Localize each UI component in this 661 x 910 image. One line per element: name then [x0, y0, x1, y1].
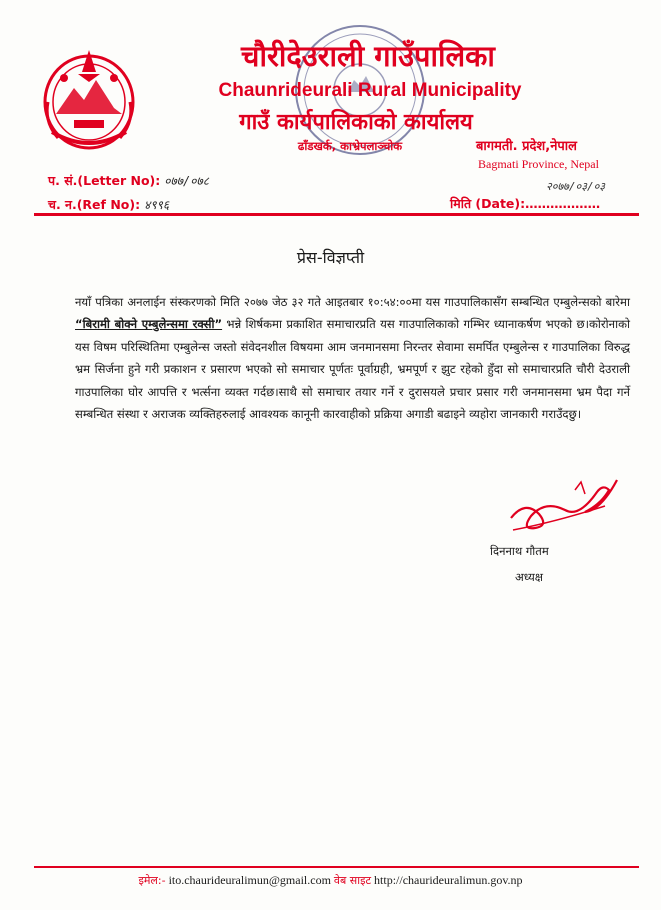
- reference-number-value: ४९९६: [144, 198, 170, 212]
- news-headline-quote: “बिरामी बोक्ने एम्बुलेन्समा रक्सी”: [75, 317, 223, 332]
- handwritten-date: २०७७/०३/०३: [546, 180, 606, 193]
- signatory-name: दिननाथ गौतम: [490, 544, 549, 558]
- notice-body-part2: भन्ने शिर्षकमा प्रकाशित समाचारप्रति यस गाउपालिकाको गम्भिर ध्यानाकर्षण भएको छ।कोरोनाको यस विषम परिस्थितिमा एम्बुलेन्स जस्तो संवेदनशील विषयमा आम जनमानसमा निरन्तर सेवामा समर्पित एम्बुलेन्स र गाउपालिका विरुद्ध भ्रम सिर्जना हुने गरी प्रकाशन र प्रसारण भएको सो समाचार पूर्णतः पूर्वाग्रही, भ्रमपूर्ण र झुट रहेको हुँदा सो समाचारप्रति चौरी देउराली गाउपालिका घोर आपत्ति र भर्त्सना व्यक्त गर्दछ।साथै सो समाचार तयार गर्ने र दुरासयले प्रचार प्रसार गरी जनमानसमा भ्रम पैदा गर्ने सम्बन्धित संस्था र अराजक व्यक्तिहरुलाई आवश्यक कानूनी कारवाहीको प्रक्रिया अगाडी बढाइने व्यहोरा जानकारी गराउँदछु।: [75, 317, 630, 422]
- office-name-np: गाउँ कार्यपालिकाको कार्यालय: [239, 110, 473, 135]
- notice-title: प्रेस-विज्ञप्ती: [296, 248, 365, 267]
- letter-number-label: प. सं.(Letter No):: [48, 173, 161, 188]
- notice-body: [75, 291, 630, 425]
- municipality-name-np: चौरीदेउराली गाउँपालिका: [241, 39, 495, 73]
- website-link[interactable]: http://chaurideuralimun.gov.np: [374, 873, 523, 887]
- footer-contact: [0, 873, 661, 888]
- date-field: मिति (Date):………………: [450, 196, 601, 211]
- signatory-title: अध्यक्ष: [515, 570, 544, 584]
- nepal-emblem-icon: [34, 42, 144, 154]
- letter-number-value: ०७७/०७८: [164, 174, 209, 188]
- header-divider: [34, 213, 639, 216]
- province-np: बागमती. प्रदेश,नेपाल: [476, 139, 577, 154]
- municipality-name-en: Chaunrideurali Rural Municipality: [218, 80, 522, 101]
- office-address: ढाँडखर्क, काभ्रेपलाञ्चोक: [297, 139, 403, 153]
- email-label: इमेल:-: [138, 874, 166, 887]
- website-label: वेब साइट: [333, 874, 372, 887]
- email-link[interactable]: ito.chaurideuralimun@gmail.com: [168, 873, 331, 887]
- footer-divider: [34, 866, 639, 868]
- notice-body-part1: नयाँ पत्रिका अनलाईन संस्करणको मिति २०७७ जेठ ३२ गते आइतबार १०:५४:००मा यस गाउपालिकासँग सम्बन्धित एम्बुलेन्सको बारेमा: [75, 295, 630, 309]
- letter-number: [48, 172, 209, 189]
- reference-number-label: च. न.(Ref No):: [48, 197, 141, 212]
- handwritten-signature: [505, 470, 625, 540]
- province-en: Bagmati Province, Nepal: [478, 157, 599, 171]
- reference-number: [48, 196, 169, 213]
